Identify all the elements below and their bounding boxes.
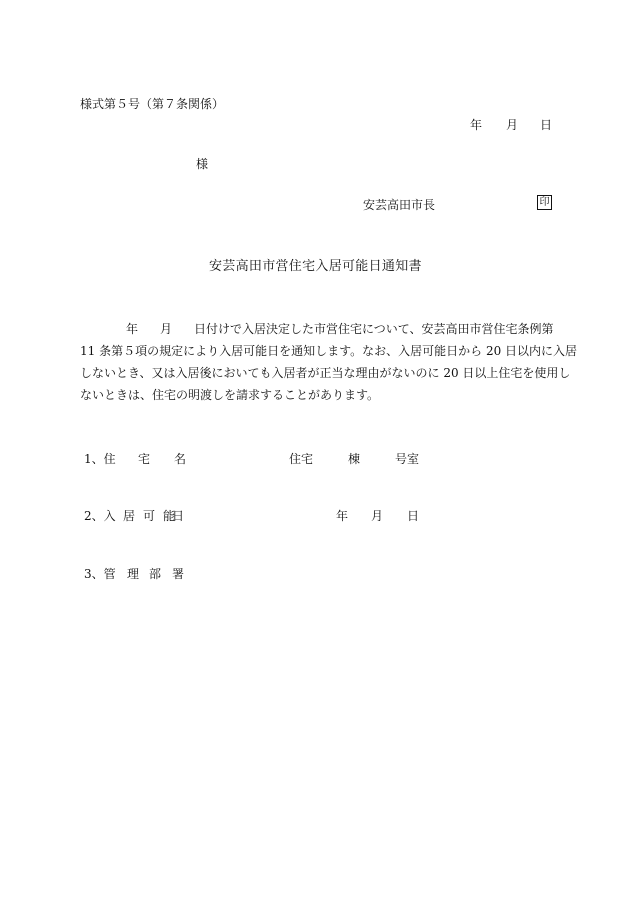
notice-body <box>80 318 578 406</box>
item-label-part: 1、住 <box>84 452 116 466</box>
document-title: 安芸高田市営住宅入居可能日通知書 <box>209 259 422 274</box>
item-label-part: 2、入 <box>84 509 116 523</box>
item-value-part: 棟 <box>348 452 361 466</box>
item-value-part: 号室 <box>395 452 420 466</box>
body-line-4: ないときは、住宅の明渡しを請求することがあります。 <box>80 388 380 402</box>
item-label-part: 日 <box>172 509 185 523</box>
item-label-part: 宅 <box>138 452 151 466</box>
body-line-1 <box>80 318 552 340</box>
item-value-part: 月 <box>371 509 384 523</box>
body-line-2: 11 条第５項の規定により入居可能日を通知します。なお、入居可能日から 20 日以内に入居 <box>80 344 578 358</box>
body-year-label: 年 <box>126 322 139 336</box>
seal-mark: 印 <box>537 195 552 210</box>
item-value-part: 年 <box>336 509 349 523</box>
form-number: 様式第５号（第７条関係） <box>80 97 225 111</box>
recipient-honorific: 様 <box>196 157 209 171</box>
item-label-part: 可 <box>143 509 156 523</box>
item-label-part: 理 <box>127 567 140 581</box>
body-line-3: しないとき、又は入居後においても入居者が正当な理由がないのに 20 日以上住宅を使用し <box>80 366 571 380</box>
body-line-1-text: 日付けで入居決定した市営住宅について、安芸高田市営住宅条例第 <box>194 322 554 336</box>
item-label-part: 居 <box>123 509 136 523</box>
item-label-part: 署 <box>172 567 185 581</box>
item-label-part: 名 <box>174 452 187 466</box>
issuer-name: 安芸高田市長 <box>363 198 436 212</box>
issue-date-month-label: 月 <box>506 118 519 132</box>
item-label-part: 3、管 <box>84 567 116 581</box>
item-value-part: 日 <box>407 509 420 523</box>
item-value-part: 住宅 <box>289 452 314 466</box>
item-label-part: 能 <box>163 509 176 523</box>
item-label-part: 部 <box>149 567 162 581</box>
issue-date-day-label: 日 <box>540 118 553 132</box>
issue-date-year-label: 年 <box>470 118 483 132</box>
body-month-label: 月 <box>160 322 173 336</box>
